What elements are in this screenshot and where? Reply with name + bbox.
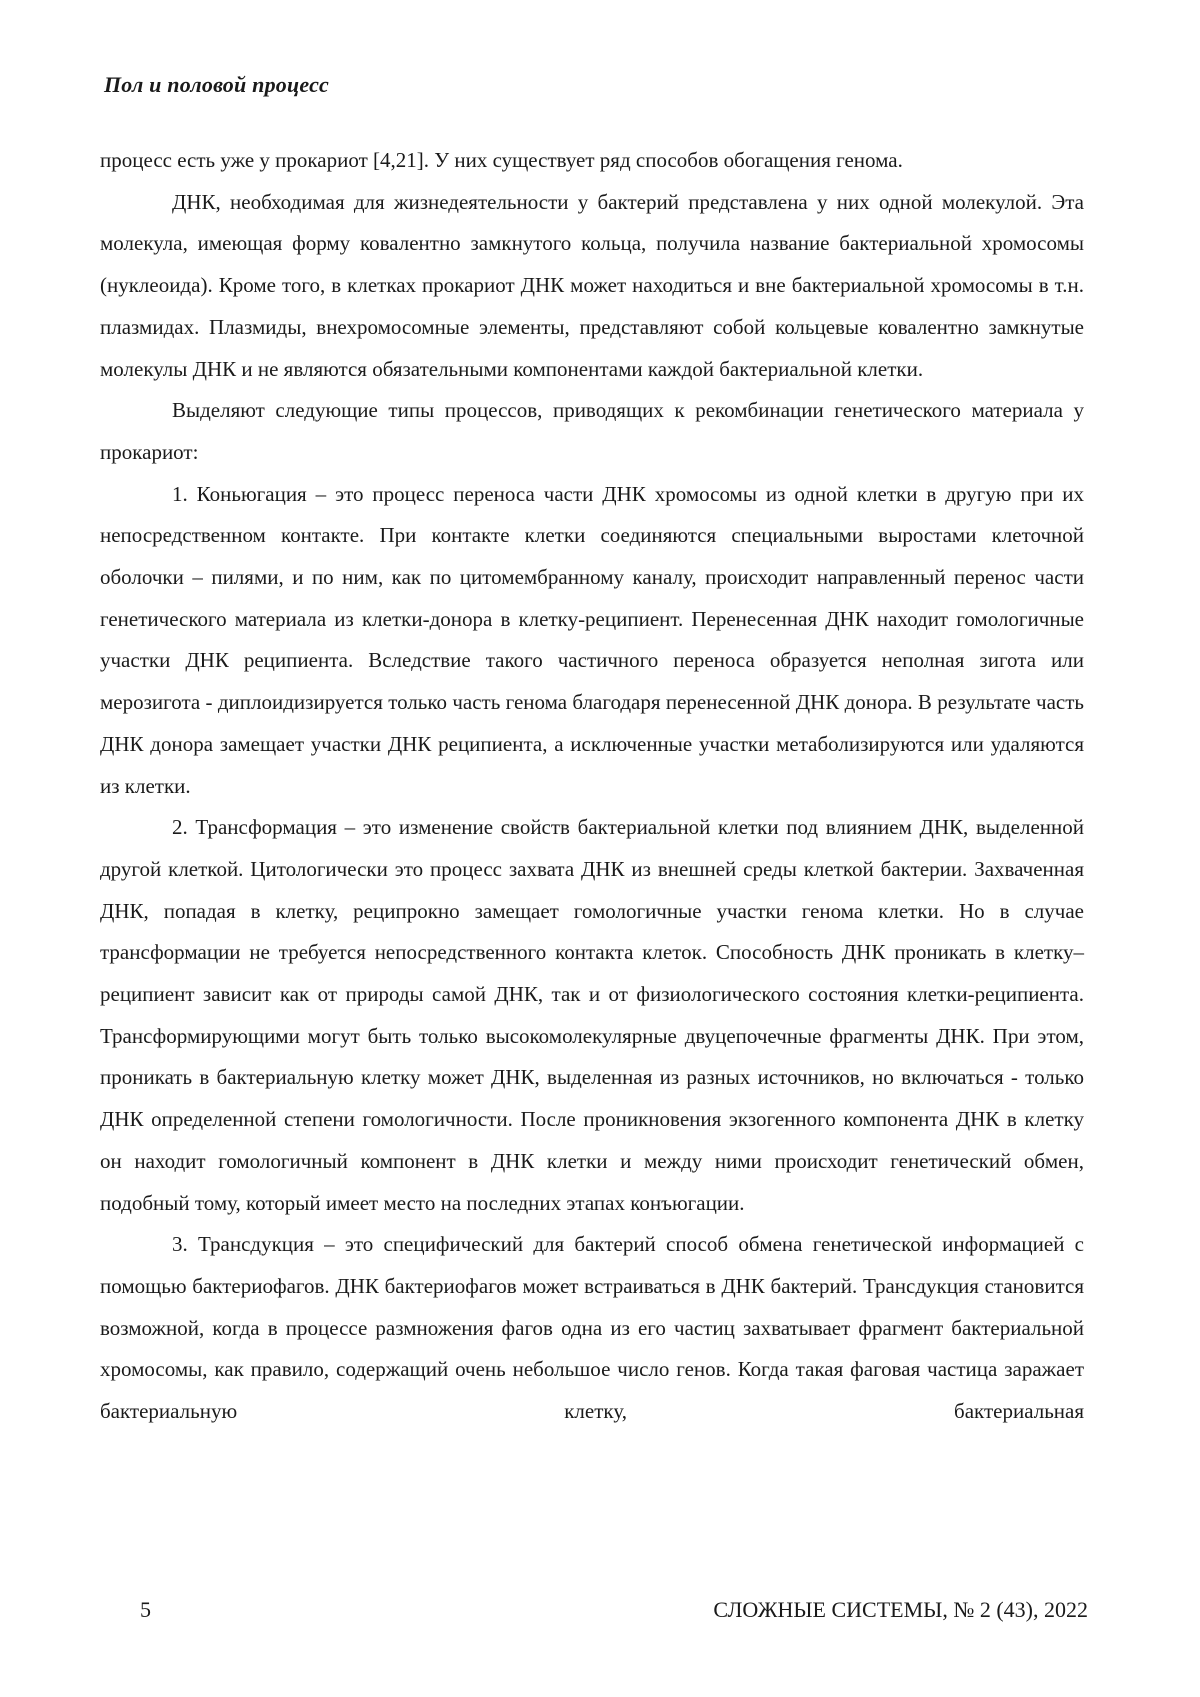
paragraph-conjugation: 1. Коньюгация – это процесс переноса части ДНК хромосомы из одной клетки в другую при их непосредственном контакте. При контакте клетки соединяются специальными выро­стами клеточной оболочки – пилями, и по ним, как по цитомембранному каналу, происходит направленный перенос части генетического материала из клетки-донора в клетку-реципиент. Перенесенная ДНК находит гомологичные участки ДНК реципиента. Вследствие такого ча­стичного переноса образуется неполная зигота или мерозигота - диплоидизируется только часть генома благодаря перенесенной ДНК донора. В результате часть ДНК донора замещает участки ДНК реципиента, а исключенные участки метаболизируются или удаляются из клетки. — [100, 474, 1084, 808]
paragraph-continuation: процесс есть уже у прокариот [4,21]. У них существует ряд способов обогащения генома. — [100, 140, 1084, 182]
paragraph-transformation: 2. Трансформация – это изменение свойств бактериальной клетки под влиянием ДНК, выделенной другой клеткой. Цитологически это процесс захвата ДНК из внешней среды клет­кой бактерии. Захваченная ДНК, попадая в клетку, реципрокно замещает гомологичные участки генома клетки. Но в случае трансформации не требуется непосредственного контакта клеток. Способность ДНК проникать в клетку–реципиент зависит как от природы самой ДНК, так и от физиологического состояния клетки-реципиента. Трансформирующими могут быть только высокомолекулярные двуцепочечные фрагменты ДНК. При этом, проникать в бакте­риальную клетку может ДНК, выделенная из разных источников, но включаться - только ДНК определенной степени гомологичности. После проникновения экзогенного компонента ДНК в клетку он находит гомологичный компонент в ДНК клетки и между ними происходит гене­тический обмен, подобный тому, который имеет место на последних этапах конъюгации. — [100, 807, 1084, 1224]
paragraph-transduction: 3. Трансдукция – это специфический для бактерий способ обмена генетической инфор­мацией с помощью бактериофагов. ДНК бактериофагов может встраиваться в ДНК бактерий. Трансдукция становится возможной, когда в процессе размножения фагов одна из его частиц захватывает фрагмент бактериальной хромосомы, как правило, содержащий очень небольшое число генов. Когда такая фаговая частица заражает бактериальную клетку, бактериальная — [100, 1224, 1084, 1433]
body-text — [100, 140, 1084, 1433]
page-footer — [140, 1597, 1088, 1623]
journal-citation: СЛОЖНЫЕ СИСТЕМЫ, № 2 (43), 2022 — [713, 1597, 1088, 1623]
running-head-title: Пол и половой процесс — [104, 72, 329, 98]
page-number: 5 — [140, 1597, 151, 1623]
paragraph-recombination-types: Выделяют следующие типы процессов, приводящих к рекомбинации генетического ма­териала у прокариот: — [100, 390, 1084, 473]
paragraph-dna-description: ДНК, необходимая для жизнедеятельности у бактерий представлена у них одной моле­кулой. Эта молекула, имеющая форму ковалентно замкнутого кольца, получила название бак­териальной хромосомы (нуклеоида). Кроме того, в клетках прокариот ДНК может находиться и вне бактериальной хромосомы в т.н. плазмидах. Плазмиды, внехромосомные элементы, представляют собой кольцевые ковалентно замкнутые молекулы ДНК и не являются обяза­тельными компонентами каждой бактериальной клетки. — [100, 182, 1084, 391]
